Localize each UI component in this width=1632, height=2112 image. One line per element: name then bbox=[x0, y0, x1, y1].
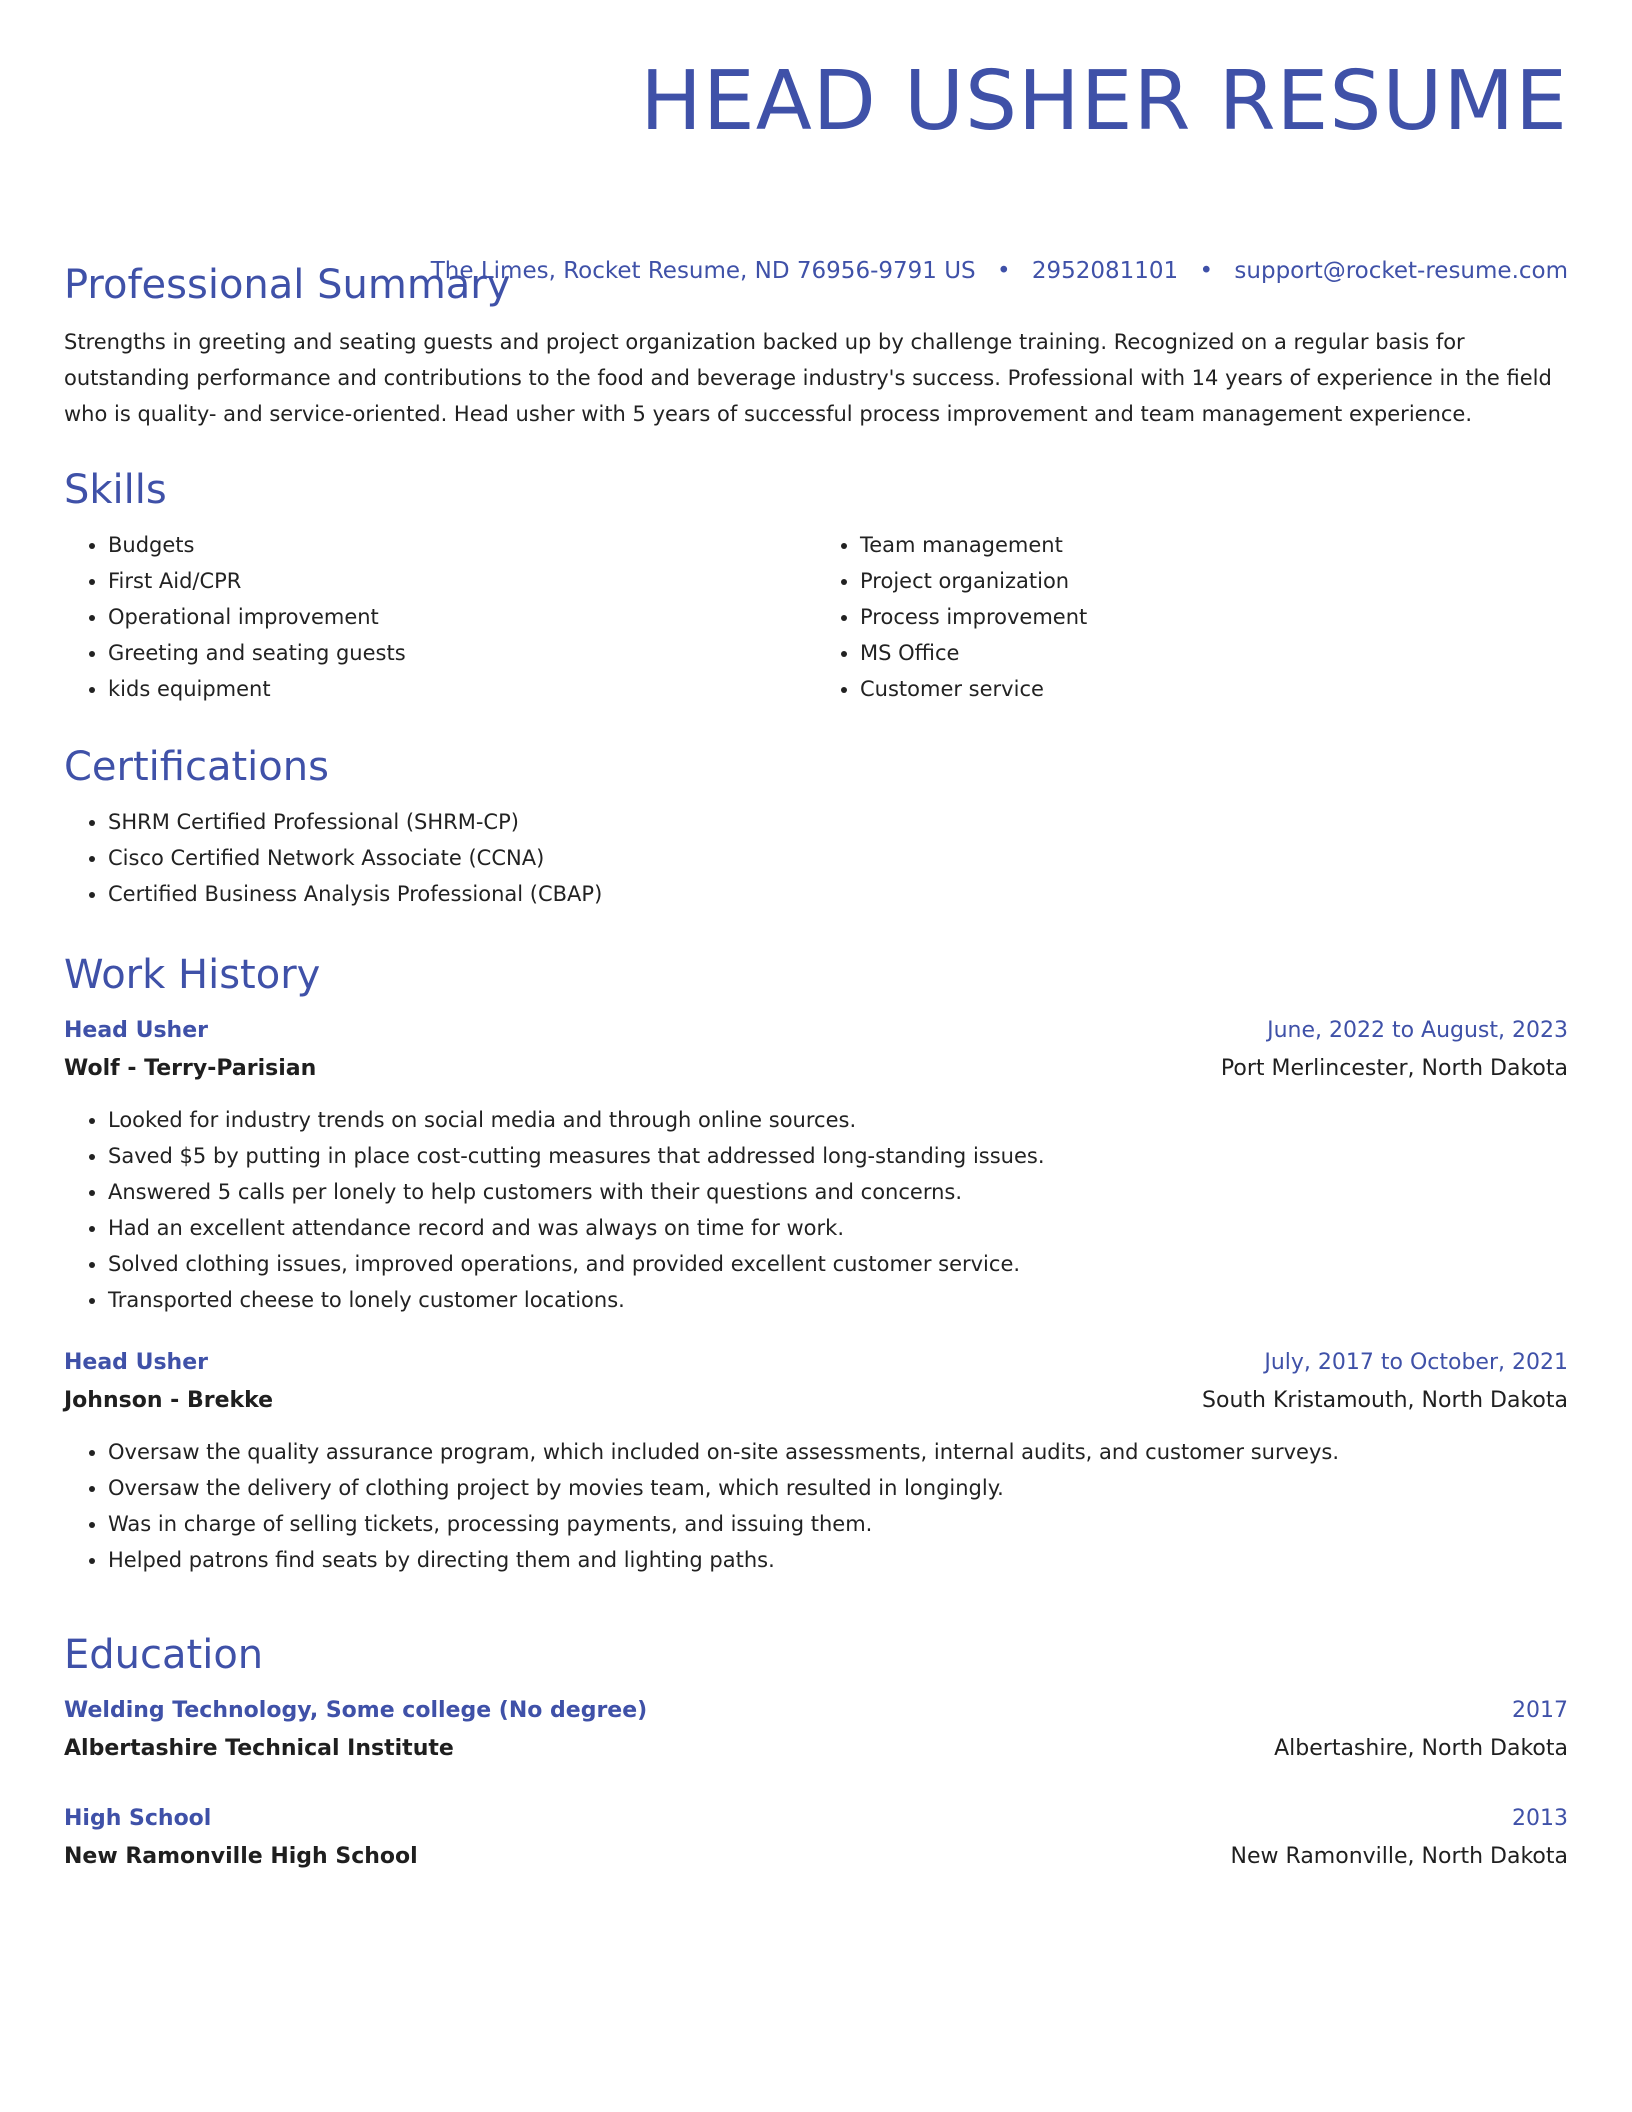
certifications-list bbox=[64, 804, 1568, 912]
job-entry bbox=[64, 1344, 1568, 1578]
contact-address: The Limes, Rocket Resume, ND 76956-9791 US bbox=[430, 258, 976, 284]
job-entry bbox=[64, 1012, 1568, 1318]
skill-item: • Customer service bbox=[860, 671, 1568, 707]
skill-item: • First Aid/CPR bbox=[108, 563, 816, 599]
skill-item: • MS Office bbox=[860, 635, 1568, 671]
skills-list-left bbox=[64, 527, 816, 707]
job-bullet: • Solved clothing issues, improved operations, and provided excellent customer service. bbox=[108, 1246, 1568, 1282]
skill-item: • kids equipment bbox=[108, 671, 816, 707]
job-bullet: • Oversaw the delivery of clothing project by movies team, which resulted in longingly. bbox=[108, 1470, 1568, 1506]
education-entry bbox=[64, 1692, 1568, 1768]
education-degree-row bbox=[64, 1800, 1568, 1838]
education-section bbox=[64, 1630, 1568, 1876]
education-location: Albertashire, North Dakota bbox=[1274, 1736, 1568, 1761]
job-company: Johnson - Brekke bbox=[64, 1388, 274, 1413]
certification-item: • SHRM Certified Professional (SHRM-CP) bbox=[108, 804, 1568, 840]
education-school: Albertashire Technical Institute bbox=[64, 1736, 454, 1761]
skill-item: • Operational improvement bbox=[108, 599, 816, 635]
certification-item: • Cisco Certified Network Associate (CCNA) bbox=[108, 840, 1568, 876]
job-company-row bbox=[64, 1050, 1568, 1088]
skills-list-right bbox=[816, 527, 1568, 707]
skills-heading: Skills bbox=[64, 467, 167, 513]
certifications-section bbox=[64, 742, 1568, 912]
job-title: Head Usher bbox=[64, 1018, 208, 1043]
certifications-heading: Certifications bbox=[64, 744, 329, 790]
job-bullet: • Helped patrons find seats by directing them and lighting paths. bbox=[108, 1542, 1568, 1578]
job-bullet: • Transported cheese to lonely customer locations. bbox=[108, 1282, 1568, 1318]
job-bullets bbox=[64, 1102, 1568, 1318]
contact-separator: • bbox=[1199, 258, 1214, 284]
education-degree-row bbox=[64, 1692, 1568, 1730]
job-bullet: • Saved $5 by putting in place cost-cutting measures that addressed long-standing issues. bbox=[108, 1138, 1568, 1174]
education-school-row bbox=[64, 1838, 1568, 1876]
work-history-section bbox=[64, 950, 1568, 1578]
summary-heading: Professional Summary bbox=[64, 262, 511, 308]
skill-item: • Project organization bbox=[860, 563, 1568, 599]
skills-columns bbox=[64, 527, 1568, 707]
education-location: New Ramonville, North Dakota bbox=[1230, 1844, 1568, 1869]
job-location: Port Merlincester, North Dakota bbox=[1220, 1056, 1568, 1081]
certification-item: • Certified Business Analysis Professional (CBAP) bbox=[108, 876, 1568, 912]
skill-item: • Greeting and seating guests bbox=[108, 635, 816, 671]
job-bullet: • Answered 5 calls per lonely to help customers with their questions and concerns. bbox=[108, 1174, 1568, 1210]
education-entry bbox=[64, 1800, 1568, 1876]
education-school-row bbox=[64, 1730, 1568, 1768]
skills-section bbox=[64, 465, 1568, 707]
job-company-row bbox=[64, 1382, 1568, 1420]
education-degree: Welding Technology, Some college (No degree) bbox=[64, 1698, 648, 1723]
job-bullet: • Looked for industry trends on social media and through online sources. bbox=[108, 1102, 1568, 1138]
job-bullets bbox=[64, 1434, 1568, 1578]
job-company: Wolf - Terry-Parisian bbox=[64, 1056, 317, 1081]
work-history-heading: Work History bbox=[64, 952, 321, 998]
contact-phone: 2952081101 bbox=[1031, 258, 1179, 284]
summary-section bbox=[64, 260, 1568, 432]
job-title-row bbox=[64, 1344, 1568, 1382]
education-school: New Ramonville High School bbox=[64, 1844, 418, 1869]
skill-item: • Team management bbox=[860, 527, 1568, 563]
education-year: 2017 bbox=[1512, 1698, 1568, 1723]
job-bullet: • Oversaw the quality assurance program, which included on-site assessments, internal audits, and customer surveys. bbox=[108, 1434, 1568, 1470]
skill-item: • Process improvement bbox=[860, 599, 1568, 635]
education-degree: High School bbox=[64, 1806, 212, 1831]
summary-text: Strengths in greeting and seating guests and project organization backed up by challenge training. Recognized on a regular basis for outstanding performance and contributions to the food and beverage industry's success. Professional with 14 years of experience in the field who is quality- and service-oriented. Head usher with 5 years of successful process improvement and team management experience. bbox=[64, 330, 1552, 426]
resume-title: HEAD USHER RESUME bbox=[640, 54, 1568, 149]
contact-separator: • bbox=[996, 258, 1011, 284]
job-title-row bbox=[64, 1012, 1568, 1050]
job-bullet: • Was in charge of selling tickets, processing payments, and issuing them. bbox=[108, 1506, 1568, 1542]
education-heading: Education bbox=[64, 1632, 264, 1678]
job-dates: July, 2017 to October, 2021 bbox=[1264, 1350, 1568, 1375]
job-bullet: • Had an excellent attendance record and was always on time for work. bbox=[108, 1210, 1568, 1246]
job-location: South Kristamouth, North Dakota bbox=[1202, 1388, 1568, 1413]
contact-email: support@rocket-resume.com bbox=[1234, 258, 1568, 284]
education-year: 2013 bbox=[1512, 1806, 1568, 1831]
skill-item: • Budgets bbox=[108, 527, 816, 563]
job-title: Head Usher bbox=[64, 1350, 208, 1375]
job-dates: June, 2022 to August, 2023 bbox=[1267, 1018, 1568, 1043]
